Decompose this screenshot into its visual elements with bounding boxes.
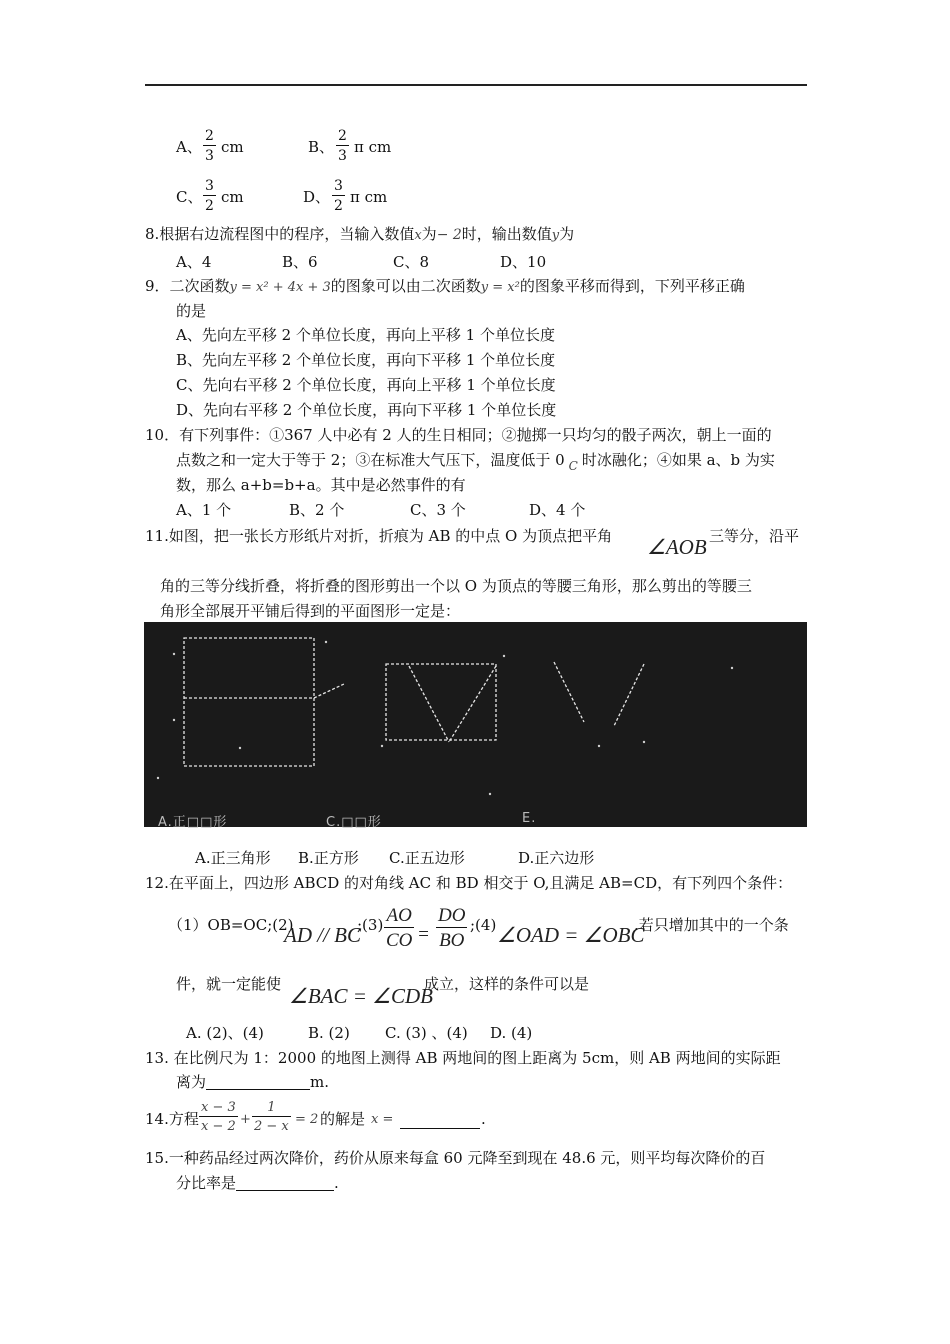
q7-option-d-fraction: $\frac{3}{2}$ [334, 178, 343, 214]
q11-angle-aob: ∠AOB [647, 535, 707, 559]
q10-question-line2: 点数之和一定大于等于 2；③在标准大气压下，温度低于 0 $_C$ 时冰融化；④如果 a、b 为实 [176, 451, 775, 473]
q11-figure-label-c: C.□□形 [326, 815, 382, 830]
q7-option-c-fraction: $\frac{3}{2}$ [205, 178, 214, 214]
q9-question: 9．二次函数y = x² + 4x + 3的图象可以由二次函数y = x²的图象平移而得到，下列平移正确 [145, 277, 745, 295]
q10-option-b: B、2 个 [289, 501, 345, 519]
q11-option-c: C.正五边形 [389, 849, 465, 867]
q12-condition-4: ∠OAD = ∠OBC [497, 923, 645, 947]
q12-condition-1: （1）OB=OC;(2) [168, 916, 294, 934]
q7-option-d-label: D、 [303, 188, 331, 206]
q8-question: 8.根据右边流程图中的程序，当输入数值x为− 2时，输出数值y为 [145, 225, 575, 243]
q15-answer-blank[interactable] [236, 1176, 334, 1191]
q13-question-line2: 离为 m. [176, 1073, 330, 1091]
q7-option-c-label: C、 [176, 188, 203, 206]
q12-target-equation: ∠BAC = ∠CDB [289, 984, 433, 1008]
q11-question-line1a: 11.如图，把一张长方形纸片对折，折痕为 AB 的中点 O 为顶点把平角 [145, 527, 613, 545]
q8-option-c: C、8 [393, 253, 430, 271]
q12-fraction-do-bo: $\frac{DO}{BO}$ [438, 905, 466, 951]
q7-option-b-fraction: $\frac{2}{3}$ [338, 128, 347, 164]
q12-option-b: B. (2) [308, 1024, 350, 1042]
q10-question-line3: 数，那么 a+b=b+a。其中是必然事件的有 [176, 476, 466, 494]
q12-condition-3-label: ;(3) [357, 916, 384, 934]
q7-option-a-label: A、 [176, 138, 202, 156]
q9-option-a: A、先向左平移 2 个单位长度，再向上平移 1 个单位长度 [176, 326, 555, 344]
q11-fold-figure [144, 622, 807, 830]
q14-fraction-1: $\frac{x - 3}{x - 2}$ [201, 1100, 236, 1134]
q12-question-line3b: 成立，这样的条件可以是 [424, 975, 590, 993]
q14-variable: x = [371, 1112, 394, 1127]
q7-option-d-unit: π cm [350, 188, 388, 206]
q7-option-a-unit: cm [221, 138, 244, 156]
q13-question-line1: 13. 在比例尺为 1：2000 的地图上测得 AB 两地间的图上距离为 5cm，则 AB 两地间的实际距 [145, 1049, 781, 1067]
q12-condition-4-label: ;(4) [470, 916, 497, 934]
q8-option-b: B、6 [282, 253, 318, 271]
q11-option-a: A.正三角形 [195, 849, 271, 867]
q8-option-d: D、10 [500, 253, 547, 271]
q14-answer-blank[interactable] [400, 1114, 480, 1129]
q12-fraction-ao-co: $\frac{AO}{CO}$ [386, 905, 413, 951]
q7-option-b-unit: π cm [354, 138, 392, 156]
q11-option-d: D.正六边形 [518, 849, 595, 867]
q9-option-d: D、先向右平移 2 个单位长度，再向下平移 1 个单位长度 [176, 401, 557, 419]
q7-option-b-label: B、 [308, 138, 335, 156]
q14-prefix: 14.方程 [145, 1110, 199, 1128]
q12-question-line2-end: .若只增加其中的一个条 [634, 916, 789, 934]
q14-equals: = 2 [295, 1112, 319, 1127]
q14-plus: + [240, 1112, 251, 1127]
q11-fold-figure-drawing [144, 622, 807, 827]
q15-question-line1: 15.一种药品经过两次降价，药价从原来每盒 60 元降至到现在 48.6 元，则平均每次降价的百 [145, 1149, 766, 1167]
q11-figure-label-a: A.正□□形 [158, 815, 228, 830]
q12-question-line3a: 件，就一定能使 [176, 975, 282, 993]
q11-question-line2: 角的三等分线折叠，将折叠的图形剪出一个以 O 为顶点的等腰三角形，那么剪出的等腰三 [160, 577, 752, 595]
q10-option-c: C、3 个 [410, 501, 466, 519]
q11-option-b: B.正方形 [298, 849, 359, 867]
q14-end: . [481, 1110, 486, 1128]
q10-question-line1: 10．有下列事件：①367 人中必有 2 人的生日相同；②抛掷一只均匀的骰子两次，朝上一面的 [145, 426, 772, 444]
q12-fraction-equals: = [417, 924, 430, 945]
q9-question-line2: 的是 [176, 302, 207, 320]
q11-question-line1b: 三等分，沿平 [709, 527, 800, 545]
q12-question-line1: 12.在平面上，四边形 ABCD 的对角线 AC 和 BD 相交于 O,且满足 AB=CD，有下列四个条件： [145, 874, 793, 892]
q13-answer-blank[interactable] [206, 1075, 310, 1090]
q8-option-a: A、4 [176, 253, 212, 271]
q12-option-d: D. (4) [490, 1024, 533, 1042]
header-rule [145, 84, 807, 86]
q14-fraction-2: $\frac{1}{2 - x}$ [254, 1100, 289, 1134]
q10-option-a: A、1 个 [176, 501, 232, 519]
q12-option-a: A. (2)、(4) [186, 1024, 264, 1042]
q15-question-line2: 分比率是 . [176, 1174, 339, 1192]
q11-question-line3: 角形全部展开平铺后得到的平面图形一定是： [160, 602, 461, 620]
q7-option-a-fraction: $\frac{2}{3}$ [205, 128, 214, 164]
q9-option-b: B、先向左平移 2 个单位长度，再向下平移 1 个单位长度 [176, 351, 556, 369]
q9-option-c: C、先向右平移 2 个单位长度，再向上平移 1 个单位长度 [176, 376, 556, 394]
q11-figure-label-e: E. [522, 811, 537, 826]
q12-option-c: C. (3) 、(4) [385, 1024, 468, 1042]
q7-option-c-unit: cm [221, 188, 244, 206]
q10-option-d: D、4 个 [529, 501, 586, 519]
q12-condition-2: AD // BC [284, 923, 361, 947]
q14-mid-text: 的解是 [320, 1110, 366, 1128]
